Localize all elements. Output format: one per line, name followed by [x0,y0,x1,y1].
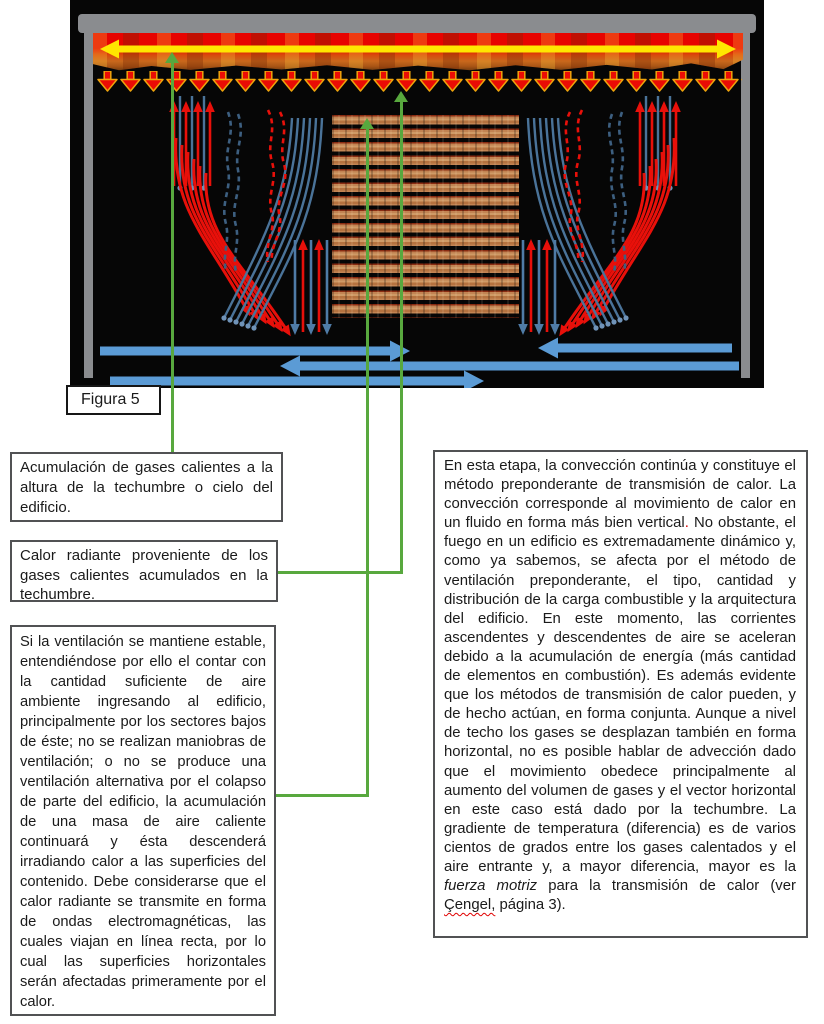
convection-current-bundle-left [174,96,327,332]
callout-line-radiant [400,101,403,574]
callout-arrow-radiant [394,91,408,102]
callout-text-ventilation: Si la ventilación se mantiene estable, entendiéndose por ello el contar con la cantidad suficiente de aire ambiente ingresando al edificio, principalmente por los sectores bajos de éste; no se realizan maniobras de ventilación; o no se produce una ventilación alternativa por el colapso de parte del edificio, la acumulación de una masa de aire caliente continuará y ésta descenderá irradiando calor a las superficies del contenido. Debe considerarse que el calor radiante se transmite en forma de ondas electromagnéticas, las cuales viajan en línea recta, por lo cual las superficies horizontales serán afectadas primeramente por el calor. [20,634,266,1010]
convection-current-bundle-right [523,96,676,332]
callout-line-fuel-surface [366,128,369,797]
callout-box-ventilation [10,625,276,1016]
callout-box-hot-gas [10,452,283,522]
figure-caption: Figura 5 [81,391,140,408]
callout-box-radiant [10,540,278,602]
callout-line-hot-gas [171,62,174,452]
main-text-box [433,450,808,938]
callout-text-radiant: Calor radiante proveniente de los gases calientes acumulados en la techumbre. [20,547,268,603]
floor-air-intake-arrows [100,348,739,381]
main-text-paragraph: En esta etapa, la convección continúa y constituye el método preponderante de transmisión de calor. La convección corresponde al movimiento de calor en un fluido en forma más bien vertical. No obstante, el fuego en un edificio es extremadamente dinámico y, como ya sabemos, se afecta por el método de ventilación preponderante, el tipo, cantidad y distribución de la carga combustible y la arquitectura del edificio. En este momento, las corrientes ascendentes y descendentes de aire se aceleran debido a la acumulación de energía (más cantidad de elementos en combustión). Es además evidente que los métodos de transmisión de calor pueden, y de hecho actúan, en forma conjunta. Aunque a nivel de techo los gases se desplazan también en forma horizontal, no es posible hablar de advección dado que el movimiento obedece principalmente al aumento del volumen de gases y el vector horizontal en este caso está dado por la techumbre. La gradiente de temperatura (diferencia) es de varios cientos de grados entre los gases calentados y el aire entrante y, a mayor diferencia, mayor es la fuerza motriz para la transmisión de calor (ver Çengel, página 3). [444,458,796,914]
callout-line-radiant-horizontal [277,571,403,574]
callout-line-fuel-horizontal [275,794,369,797]
callout-arrow-fuel-surface [360,118,374,129]
callout-arrow-hot-gas [165,52,179,63]
figure-caption-box [66,385,161,415]
radiant-heat-arrow-row [96,71,742,92]
callout-text-hot-gas: Acumulación de gases calientes a la altura de la techumbre o cielo del edificio. [20,459,273,516]
